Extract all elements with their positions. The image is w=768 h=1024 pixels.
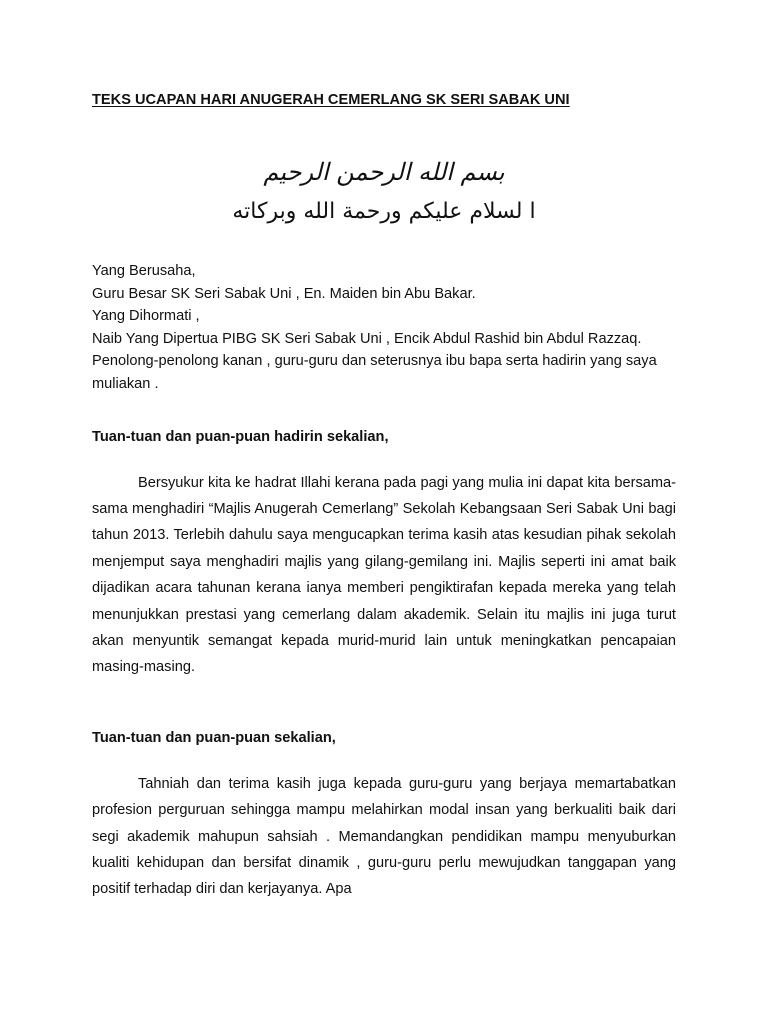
greeting-line: Yang Berusaha, bbox=[92, 263, 196, 279]
section-heading: Tuan-tuan dan puan-puan sekalian, bbox=[92, 729, 336, 746]
section-heading: Tuan-tuan dan puan-puan hadirin sekalian, bbox=[92, 428, 389, 445]
greeting-line: Guru Besar SK Seri Sabak Uni , En. Maiden bin Abu Bakar. bbox=[92, 285, 476, 302]
document-title: TEKS UCAPAN HARI ANUGERAH CEMERLANG SK SERI SABAK UNI bbox=[92, 92, 570, 108]
basmala-calligraphy: بسم الله الرحمن الرحيم bbox=[263, 158, 505, 186]
greeting-line: Yang Dihormati , bbox=[92, 308, 200, 325]
body-paragraph: Bersyukur kita ke hadrat Illahi kerana pada pagi yang mulia ini dapat kita bersama-sama menghadiri “Majlis Anugerah Cemerlang” Sekolah Kebangsaan Seri Sabak Uni bagi tahun 2013. Terlebih dahulu saya mengucapkan terima kasih atas kesudian pihak sekolah menjemput saya menghadiri majlis yang gilang-gemilang ini. Majlis seperti ini amat baik dijadikan acara tahunan kerana ianya memberi pengiktirafan kepada mereka yang telah menunjukkan prestasi yang cemerlang dalam akademik. Selain itu majlis ini juga turut akan menyuntik semangat kepada murid-murid lain untuk meningkatkan pencapaian masing-masing. bbox=[92, 474, 676, 676]
body-paragraph: Tahniah dan terima kasih juga kepada guru-guru yang berjaya memartabatkan profesion perguruan sehingga mampu melahirkan modal insan yang berkualiti baik dari segi akademik mahupun sahsiah . Memandangkan pendidikan mampu menyuburkan kualiti kehidupan dan bersifat dinamik , guru-guru perlu mewujudkan tanggapan yang positif terhadap diri dan kerjayanya. Apa bbox=[92, 775, 676, 898]
greeting-line: Penolong-penolong kanan , guru-guru dan seterusnya ibu bapa serta hadirin yang saya muliakan . bbox=[92, 353, 657, 392]
greeting-line: Naib Yang Dipertua PIBG SK Seri Sabak Uni , Encik Abdul Rashid bin Abdul Razzaq. bbox=[92, 330, 642, 347]
greetings-block bbox=[92, 260, 676, 396]
salam-greeting: ا لسلام عليكم ورحمة الله وبركاته bbox=[232, 199, 536, 224]
